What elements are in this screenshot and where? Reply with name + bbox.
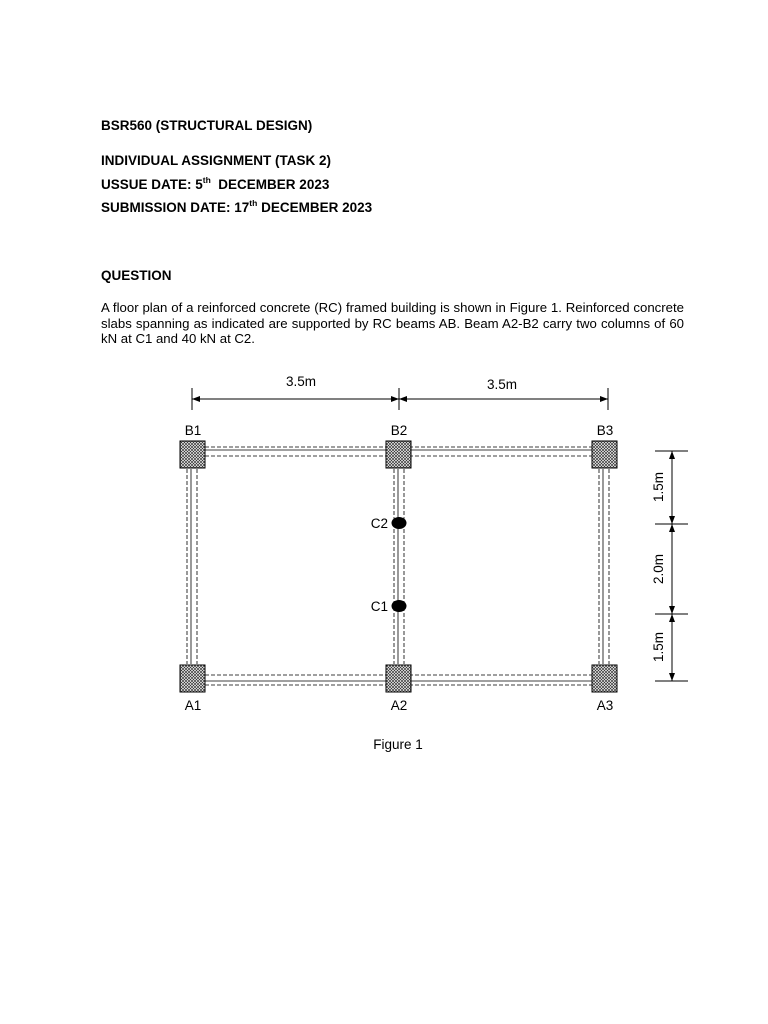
dim-bottom-label: 1.5m [651, 631, 666, 663]
column-a3 [592, 665, 617, 692]
column-b1 [180, 441, 205, 468]
beam-a1-b1 [187, 469, 197, 664]
submission-date-suffix: DECEMBER 2023 [257, 200, 373, 215]
submission-date-prefix: SUBMISSION DATE: 17 [101, 200, 250, 215]
dim-top-label: 1.5m [651, 471, 666, 503]
issue-date-prefix: USSUE DATE: 5 [101, 177, 203, 192]
issue-date-sup: th [202, 175, 211, 185]
column-a2 [386, 665, 411, 692]
point-load-c1-marker [392, 600, 407, 612]
label-b3: B3 [596, 423, 614, 438]
beam-a2-b2 [394, 469, 404, 664]
span-right-label: 3.5m [486, 377, 518, 392]
issue-date-suffix: DECEMBER 2023 [210, 177, 330, 192]
column-b2 [386, 441, 411, 468]
dim-mid-label: 2.0m [651, 553, 666, 585]
label-b1: B1 [184, 423, 202, 438]
label-b2: B2 [390, 423, 408, 438]
column-a1 [180, 665, 205, 692]
label-c2: C2 [370, 516, 388, 531]
point-load-c2-marker [392, 517, 407, 529]
beam-a3-b3 [599, 469, 609, 664]
label-a3: A3 [596, 698, 614, 713]
column-b3 [592, 441, 617, 468]
submission-date-sup: th [249, 198, 258, 208]
question-text: A floor plan of a reinforced concrete (RC) framed building is shown in Figure 1. Reinforced concrete slabs spanning as indicated are supported by RC beams AB. Beam A2-B2 carry two columns of 60 kN at C1 and 40 kN at C2. [101, 300, 684, 346]
label-a1: A1 [184, 698, 202, 713]
question-heading: QUESTION [101, 268, 172, 283]
figure-caption: Figure 1 [373, 737, 423, 752]
assignment-title: INDIVIDUAL ASSIGNMENT (TASK 2) [101, 153, 332, 168]
label-c1: C1 [370, 599, 388, 614]
label-a2: A2 [390, 698, 408, 713]
course-title: BSR560 (STRUCTURAL DESIGN) [101, 118, 313, 133]
span-left-label: 3.5m [285, 374, 317, 389]
